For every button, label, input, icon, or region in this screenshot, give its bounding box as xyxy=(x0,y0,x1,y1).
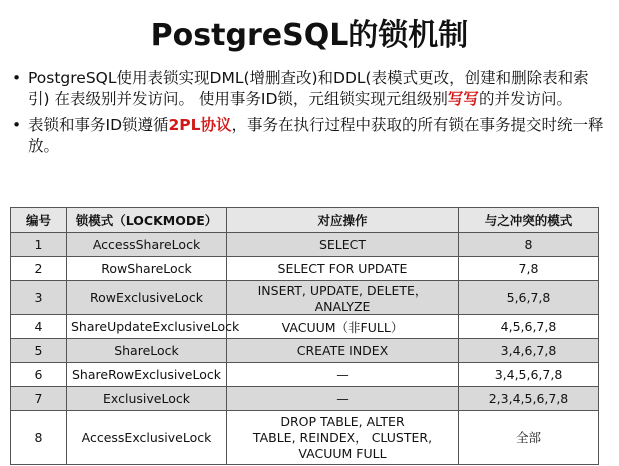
cell-id: 5 xyxy=(11,339,67,363)
cell-id: 7 xyxy=(11,387,67,411)
cell-operation: DROP TABLE, ALTER TABLE, REINDEX， CLUSTER, VACUUM FULL xyxy=(227,411,459,465)
bullet-text-end: ，事务在执行过程中获取的所有锁在事务提交时统一释放。 xyxy=(28,116,604,155)
table-row xyxy=(11,339,599,363)
cell-operation: — xyxy=(227,363,459,387)
bullet-highlight: 写写 xyxy=(447,90,479,108)
cell-operation: INSERT, UPDATE, DELETE，ANALYZE xyxy=(227,281,459,315)
table-row xyxy=(11,411,599,465)
cell-conflicts: 8 xyxy=(459,233,599,257)
bullet-dot: • xyxy=(12,69,22,87)
cell-conflicts: 4,5,6,7,8 xyxy=(459,315,599,339)
table-row xyxy=(11,315,599,339)
bullet-list xyxy=(10,68,606,162)
cell-conflicts: 5,6,7,8 xyxy=(459,281,599,315)
cell-operation: VACUUM（非FULL） xyxy=(227,315,459,339)
table-row xyxy=(11,363,599,387)
cell-operation: SELECT FOR UPDATE xyxy=(227,257,459,281)
header-id: 编号 xyxy=(11,208,67,233)
page-title: PostgreSQL的锁机制 xyxy=(150,18,469,53)
cell-lockmode: ExclusiveLock xyxy=(67,387,227,411)
cell-operation: CREATE INDEX xyxy=(227,339,459,363)
cell-conflicts: 3,4,6,7,8 xyxy=(459,339,599,363)
cell-id: 4 xyxy=(11,315,67,339)
cell-lockmode: ShareRowExclusiveLock xyxy=(67,363,227,387)
bullet-dot: • xyxy=(12,116,22,134)
cell-lockmode: RowShareLock xyxy=(67,257,227,281)
bullet-item xyxy=(10,115,606,157)
table-header-row xyxy=(11,208,599,233)
cell-id: 2 xyxy=(11,257,67,281)
table-row xyxy=(11,257,599,281)
bullet-text: PostgreSQL使用表锁实现DML(增删查改)和DDL(表模式更改，创建和删除表和索引) 在表级别并发访问。 使用事务ID锁，元组锁实现元组级别 xyxy=(28,69,589,108)
cell-id: 6 xyxy=(11,363,67,387)
cell-lockmode: AccessExclusiveLock xyxy=(67,411,227,465)
cell-operation: SELECT xyxy=(227,233,459,257)
bullet-highlight: 2PL协议 xyxy=(168,116,232,134)
cell-id: 1 xyxy=(11,233,67,257)
cell-conflicts: 3,4,5,6,7,8 xyxy=(459,363,599,387)
cell-lockmode: ShareLock xyxy=(67,339,227,363)
header-lockmode: 锁模式（LOCKMODE） xyxy=(67,208,227,233)
bullet-text-end: 的并发访问。 xyxy=(478,90,572,108)
cell-conflicts: 7,8 xyxy=(459,257,599,281)
cell-lockmode: RowExclusiveLock xyxy=(67,281,227,315)
lock-mode-table xyxy=(10,207,599,465)
header-operation: 对应操作 xyxy=(227,208,459,233)
cell-lockmode: ShareUpdateExclusiveLock xyxy=(67,315,227,339)
bullet-item xyxy=(10,68,606,110)
cell-id: 8 xyxy=(11,411,67,465)
table-row xyxy=(11,281,599,315)
table-row xyxy=(11,233,599,257)
cell-conflicts: 2,3,4,5,6,7,8 xyxy=(459,387,599,411)
header-conflicts: 与之冲突的模式 xyxy=(459,208,599,233)
cell-id: 3 xyxy=(11,281,67,315)
bullet-text: 表锁和事务ID锁遵循 xyxy=(28,116,169,134)
cell-operation: — xyxy=(227,387,459,411)
table-row xyxy=(11,387,599,411)
cell-lockmode: AccessShareLock xyxy=(67,233,227,257)
cell-conflicts: 全部 xyxy=(459,411,599,465)
